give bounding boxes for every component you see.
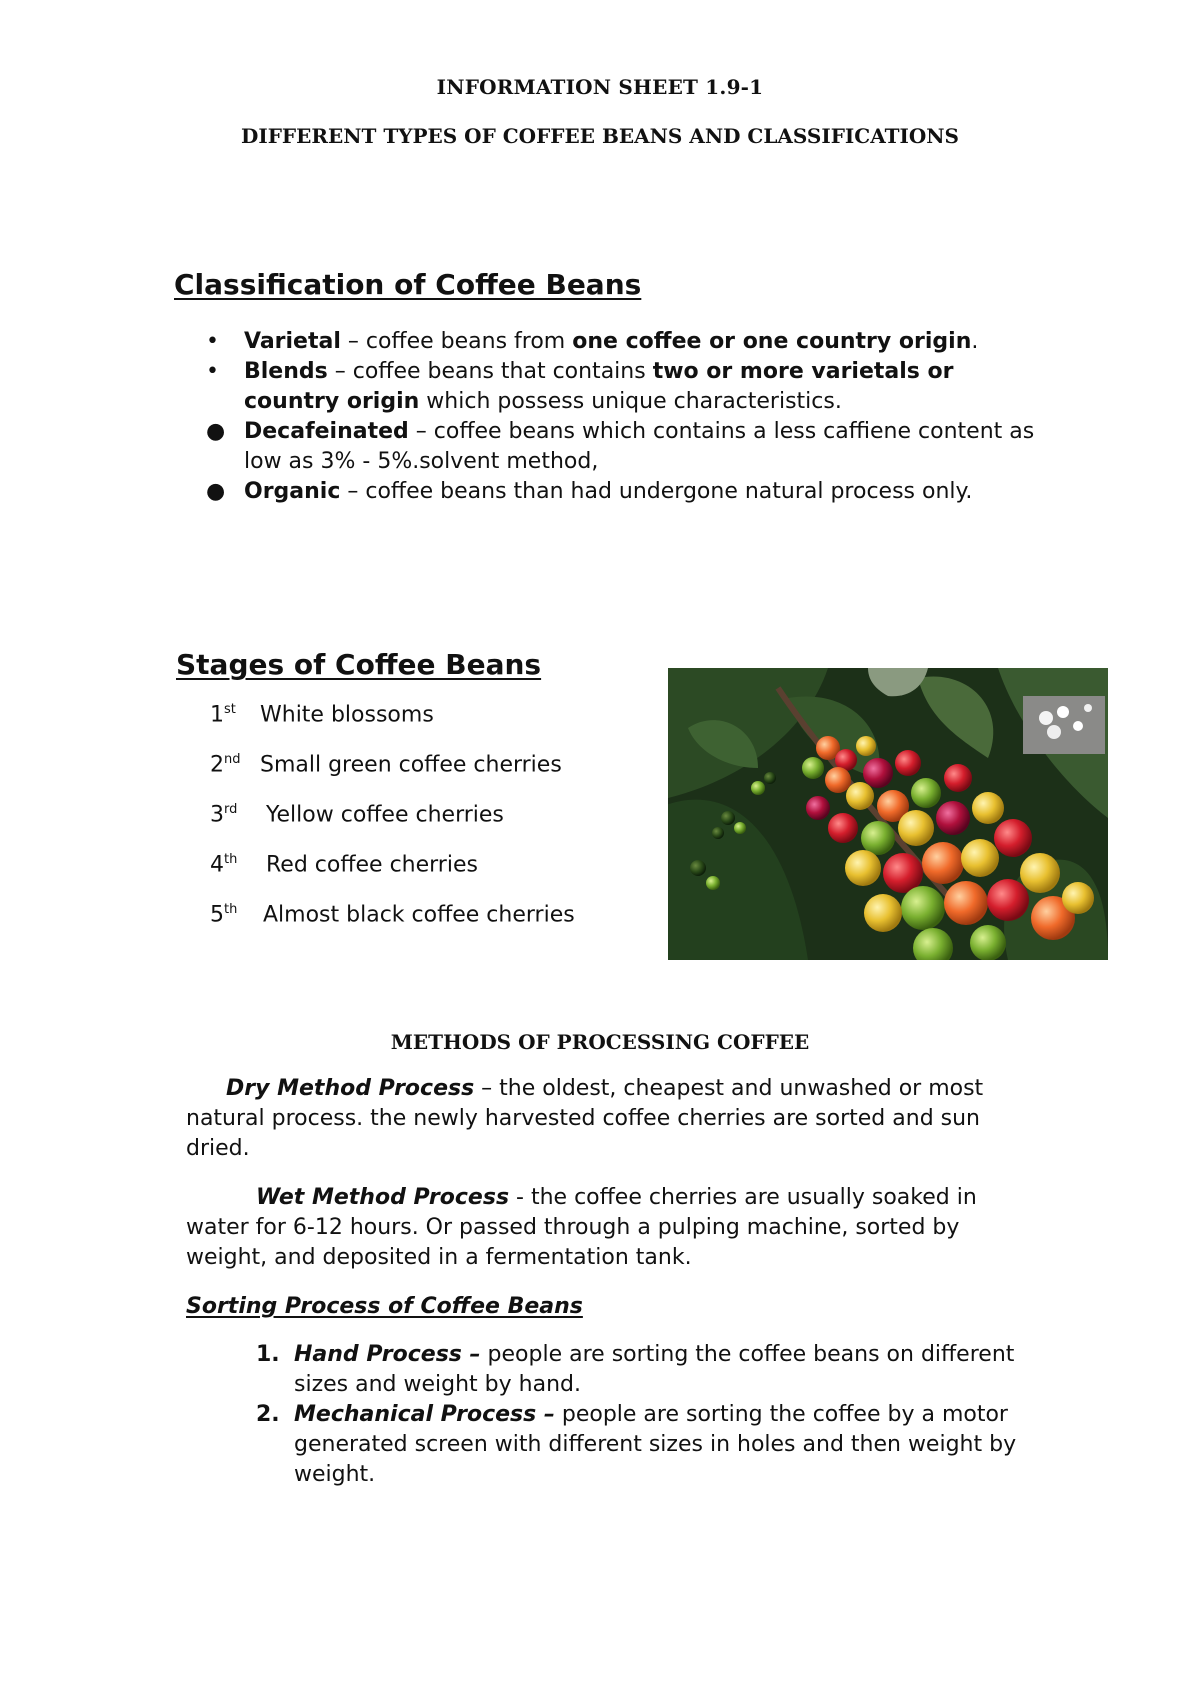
sheet-subtitle: DIFFERENT TYPES OF COFFEE BEANS AND CLASSIFICATIONS [241,124,959,148]
stage-row [210,902,575,927]
stage-label: Almost black coffee cherries [263,902,575,928]
item-number: 1. [256,1342,280,1367]
stage-number: 5th [210,902,238,928]
classification-title: Classification of Coffee Beans [174,268,642,301]
term-organic: Organic [244,479,341,504]
item-text: people are sorting the coffee beans on different sizes and weight by hand. [294,1342,1015,1397]
bullet-icon: ● [206,419,226,444]
stage-row [210,752,562,777]
sorting-title: Sorting Process of Coffee Beans [186,1294,583,1319]
item-text: – coffee beans from [340,329,573,354]
bullet-icon: • [206,359,219,384]
classification-list [200,327,1040,507]
item-text: . [971,329,979,354]
item-text: people are sorting the coffee by a motor generated screen with different sizes in holes and then weight by weight. [294,1402,1017,1487]
list-item [200,357,1040,417]
item-text: which possess unique characteristics. [419,389,842,414]
list-item [200,327,1040,357]
mechanical-process-term: Mechanical Process – [294,1402,555,1427]
stage-label: White blossoms [260,702,434,728]
list-item [256,1340,1046,1400]
item-emphasis: one coffee or one country origin [572,329,972,354]
item-emphasis: two or more varietals or country origin [244,359,954,414]
dry-method-paragraph [186,1074,1036,1164]
stage-row [210,702,434,727]
item-number: 2. [256,1402,280,1427]
coffee-cherries-photo [668,668,1108,960]
wet-method-text: - the coffee cherries are usually soaked in water for 6-12 hours. Or passed through a pulping machine, sorted by weight, and deposited in a fermentation tank. [186,1185,977,1270]
list-item [200,477,1040,507]
term-decafeinated: Decafeinated [244,419,409,444]
item-text: – coffee beans that contains [327,359,653,384]
stage-label: Yellow coffee cherries [266,802,504,828]
list-item [200,417,1040,477]
hand-process-term: Hand Process – [294,1342,481,1367]
stage-number: 3rd [210,802,238,828]
list-item [256,1400,1046,1490]
wet-method-term: Wet Method Process [256,1185,510,1210]
term-varietal: Varietal [244,329,341,354]
sorting-list [256,1340,1046,1490]
bullet-icon: ● [206,479,226,504]
methods-title: METHODS OF PROCESSING COFFEE [390,1030,810,1054]
bullet-icon: • [206,329,219,354]
term-blends: Blends [244,359,328,384]
item-text: – coffee beans than had undergone natural process only. [340,479,973,504]
stages-title: Stages of Coffee Beans [176,648,542,681]
dry-method-text: – the oldest, cheapest and unwashed or most natural process. the newly harvested coffee cherries are sorted and sun dried. [186,1076,984,1161]
stage-label: Red coffee cherries [266,852,478,878]
sheet-title: INFORMATION SHEET 1.9-1 [436,75,764,99]
stage-row [210,802,504,827]
stage-number: 1st [210,702,236,728]
stage-number: 4th [210,852,238,878]
dry-method-term: Dry Method Process [226,1076,475,1101]
stage-row [210,852,478,877]
wet-method-paragraph [186,1183,1036,1273]
stage-label: Small green coffee cherries [260,752,562,778]
item-text: – coffee beans which contains a less caffiene content as low as 3% - 5%.solvent method, [244,419,1035,474]
stage-number: 2nd [210,752,241,778]
